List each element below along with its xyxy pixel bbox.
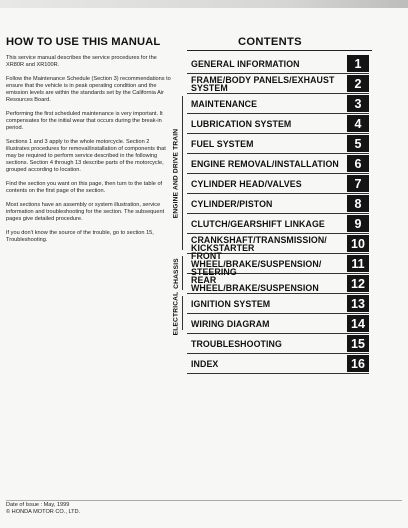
table-of-contents — [187, 54, 369, 374]
sections-paragraph: Sections 1 and 3 apply to the whole motorcycle. Section 2 illustrates procedures for removal/installation of components that may be required to perform service described in the following sections. Section 4 through 13 describe parts of the motorcycle, grouped according to location. — [6, 139, 166, 173]
group-electrical — [168, 291, 184, 335]
group-label-chassis: CHASSIS — [172, 257, 180, 289]
toc-item-label: LUBRICATION SYSTEM — [191, 118, 292, 129]
section-heading: HOW TO USE THIS MANUAL — [6, 36, 161, 48]
footer-divider — [6, 500, 402, 501]
toc-item-front-wheel[interactable] — [187, 250, 369, 277]
section-tab-number: 1 — [347, 55, 369, 72]
section-tab-number: 6 — [347, 155, 369, 172]
toc-item-label: CYLINDER HEAD/VALVES — [191, 178, 302, 189]
toc-item-cylinder-head-valves[interactable] — [187, 174, 369, 194]
section-tab-number: 13 — [347, 295, 369, 312]
contents-heading: CONTENTS — [238, 36, 302, 48]
section-tab-number: 10 — [347, 235, 369, 252]
toc-item-engine-removal[interactable] — [187, 154, 369, 174]
group-chassis — [168, 254, 184, 292]
group-engine-drive-train — [168, 94, 184, 252]
toc-item-label: CYLINDER/PISTON — [191, 198, 273, 209]
issue-date: Date of Issue : May, 1999 — [6, 502, 70, 508]
first-maintenance-paragraph: Performing the first scheduled maintenance is very important. It compensates for the initial wear that occurs during the break-in period. — [6, 111, 163, 131]
group-label-engine: ENGINE AND DRIVE TRAIN — [172, 128, 180, 218]
toc-item-label: GENERAL INFORMATION — [191, 58, 300, 69]
toc-item-wiring-diagram[interactable] — [187, 314, 369, 334]
toc-item-label: WIRING DIAGRAM — [191, 318, 270, 329]
toc-item-ignition-system[interactable] — [187, 294, 369, 314]
section-tab-number: 8 — [347, 195, 369, 212]
toc-item-troubleshooting[interactable] — [187, 334, 369, 354]
how-to-use-section — [6, 36, 172, 251]
top-decorative-band — [0, 0, 408, 8]
section-group-labels — [168, 54, 184, 394]
toc-item-label: CRANKSHAFT/TRANSMISSION/ KICKSTARTER — [191, 234, 327, 253]
find-section-paragraph: Find the section you want on this page, then turn to the table of contents on the first page of the section. — [6, 181, 163, 194]
section-tab-number: 11 — [347, 255, 369, 272]
section-tab-number: 9 — [347, 215, 369, 232]
toc-item-cylinder-piston[interactable] — [187, 194, 369, 214]
toc-item-label: TROUBLESHOOTING — [191, 338, 282, 349]
section-tab-number: 2 — [347, 75, 369, 92]
toc-item-label: FUEL SYSTEM — [191, 138, 254, 149]
section-tab-number: 4 — [347, 115, 369, 132]
section-tab-number: 7 — [347, 175, 369, 192]
section-tab-number: 3 — [347, 95, 369, 112]
toc-item-rear-wheel[interactable] — [187, 274, 369, 294]
footer — [6, 502, 80, 516]
intro-paragraph: This service manual describes the service procedures for the XR80R and XR100R. — [6, 55, 157, 68]
toc-item-label: REAR WHEEL/BRAKE/SUSPENSION — [191, 274, 319, 293]
toc-item-label: IGNITION SYSTEM — [191, 298, 271, 309]
contents-divider — [187, 50, 372, 51]
group-bracket-line — [182, 96, 183, 250]
toc-item-clutch-gearshift[interactable] — [187, 214, 369, 234]
section-tab-number: 14 — [347, 315, 369, 332]
group-label-electrical: ELECTRICAL — [172, 291, 180, 335]
toc-item-maintenance[interactable] — [187, 94, 369, 114]
group-bracket-line — [182, 296, 183, 330]
troubleshooting-paragraph: If you don't know the source of the trouble, go to section 15, Troubleshooting. — [6, 230, 154, 243]
section-tab-number: 16 — [347, 355, 369, 372]
section-tab-number: 15 — [347, 335, 369, 352]
toc-item-label: CLUTCH/GEARSHIFT LINKAGE — [191, 218, 325, 229]
illustration-paragraph: Most sections have an assembly or system illustration, service information and troubleshooting for the section. The subsequent pages give detailed procedure. — [6, 202, 165, 222]
maintenance-paragraph: Follow the Maintenance Schedule (Section 3) recommendations to ensure that the vehicle is in peak operating condition and the emission levels are within the standards set by the California Air Resources Board. — [6, 76, 171, 103]
toc-item-label: MAINTENANCE — [191, 98, 258, 109]
toc-item-label: INDEX — [191, 358, 219, 369]
toc-item-label: FRONT WHEEL/BRAKE/SUSPENSION/ STEERING — [191, 250, 322, 277]
toc-item-index[interactable] — [187, 354, 369, 374]
toc-item-lubrication-system[interactable] — [187, 114, 369, 134]
toc-item-label: ENGINE REMOVAL/INSTALLATION — [191, 158, 339, 169]
toc-item-fuel-system[interactable] — [187, 134, 369, 154]
group-bracket-line — [182, 256, 183, 290]
section-tab-number: 5 — [347, 135, 369, 152]
toc-item-frame-body-panels[interactable] — [187, 74, 369, 94]
copyright: © HONDA MOTOR CO., LTD. — [6, 509, 81, 515]
section-tab-number: 12 — [347, 275, 369, 292]
toc-item-general-information[interactable] — [187, 54, 369, 74]
toc-item-label: FRAME/BODY PANELS/EXHAUST SYSTEM — [191, 74, 335, 93]
